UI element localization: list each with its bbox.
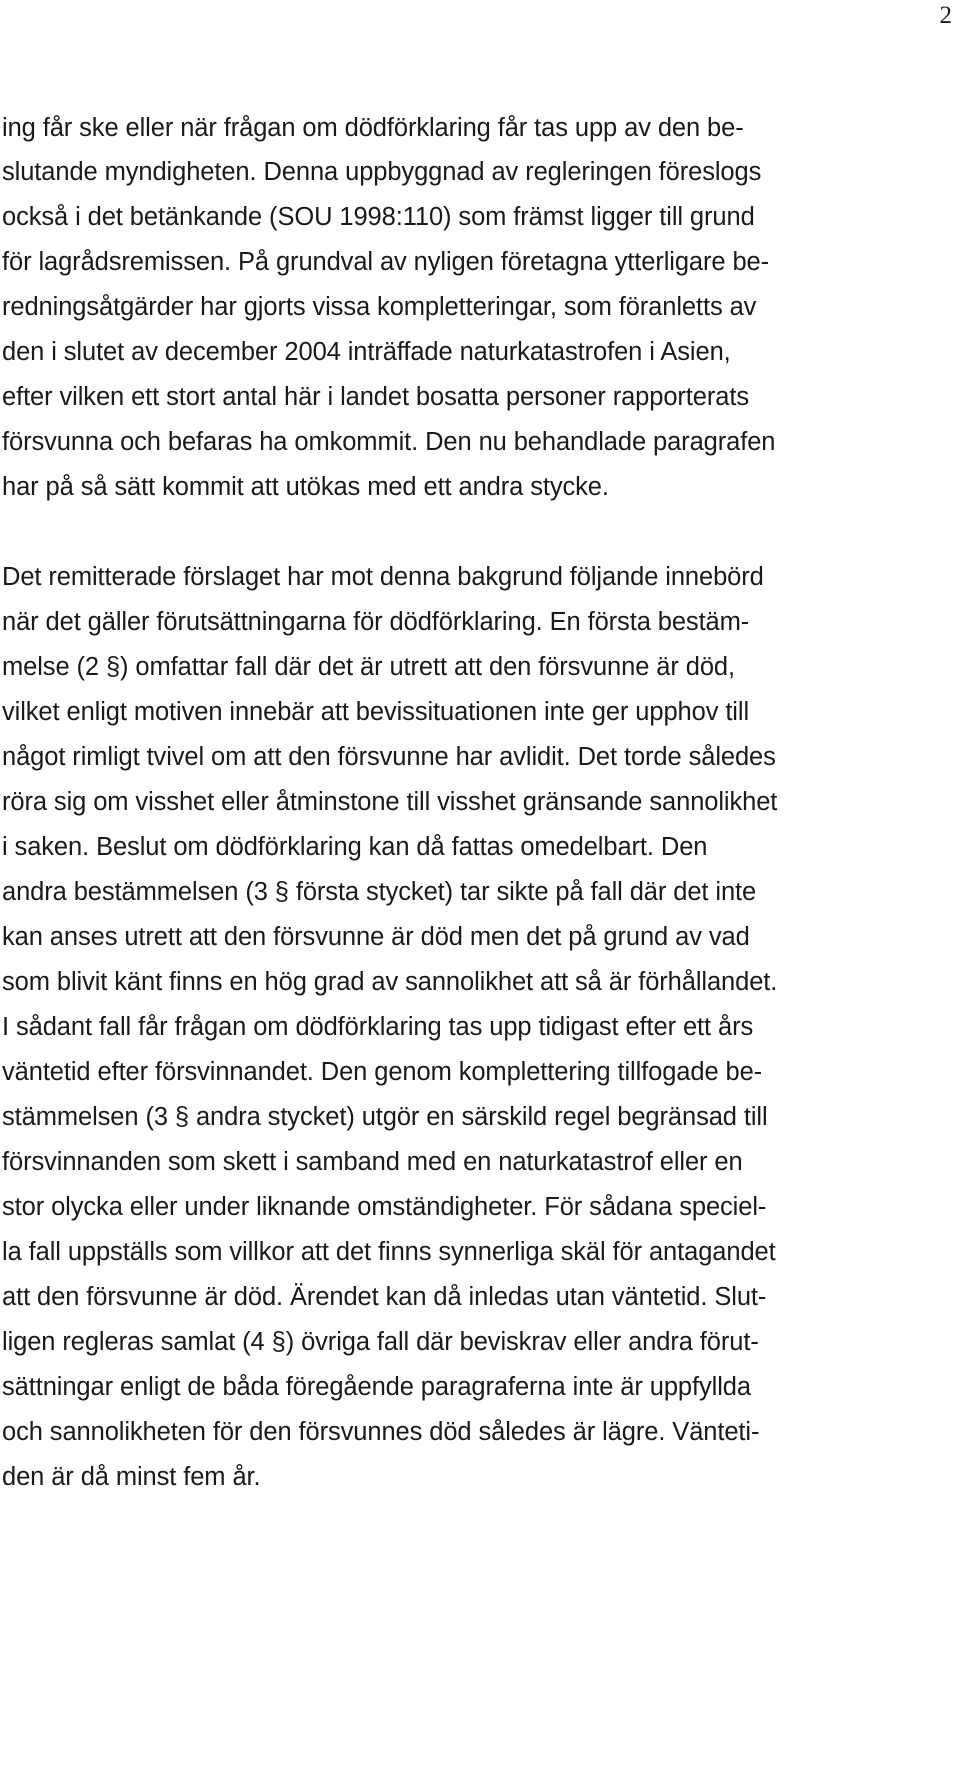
text-line: kan anses utrett att den försvunne är död men det på grund av vad	[2, 923, 750, 951]
text-line: väntetid efter försvinnandet. Den genom komplettering tillfogade be-	[2, 1058, 763, 1086]
text-line: I sådant fall får frågan om dödförklaring tas upp tidigast efter ett års	[2, 1013, 754, 1041]
text-line: röra sig om visshet eller åtminstone till visshet gränsande sannolikhet	[2, 788, 778, 816]
text-line: slutande myndigheten. Denna uppbyggnad av regleringen föreslogs	[2, 158, 762, 186]
text-line: och sannolikheten för den försvunnes död således är lägre. Vänteti-	[2, 1418, 760, 1446]
text-line: ing får ske eller när frågan om dödförklaring får tas upp av den be-	[2, 114, 744, 142]
text-line: försvunna och befaras ha omkommit. Den nu behandlade paragrafen	[2, 428, 776, 456]
text-line: försvinnanden som skett i samband med en naturkatastrof eller en	[2, 1148, 743, 1176]
text-line: melse (2 §) omfattar fall där det är utrett att den försvunne är död,	[2, 653, 735, 681]
text-line: ligen regleras samlat (4 §) övriga fall där beviskrav eller andra förut-	[2, 1328, 759, 1356]
text-line: att den försvunne är död. Ärendet kan då inledas utan väntetid. Slut-	[2, 1283, 767, 1311]
text-line: den är då minst fem år.	[2, 1463, 261, 1491]
text-line: också i det betänkande (SOU 1998:110) som främst ligger till grund	[2, 203, 755, 231]
text-line: efter vilken ett stort antal här i landet bosatta personer rapporterats	[2, 383, 749, 411]
text-line: den i slutet av december 2004 inträffade naturkatastrofen i Asien,	[2, 338, 731, 366]
text-line: Det remitterade förslaget har mot denna bakgrund följande innebörd	[2, 563, 764, 591]
text-line: andra bestämmelsen (3 § första stycket) tar sikte på fall där det inte	[2, 878, 757, 906]
text-line: när det gäller förutsättningarna för dödförklaring. En första bestäm-	[2, 608, 750, 636]
text-line: något rimligt tvivel om att den försvunne har avlidit. Det torde således	[2, 743, 776, 771]
text-line: la fall uppställs som villkor att det finns synnerliga skäl för antagandet	[2, 1238, 776, 1266]
text-line: stor olycka eller under liknande omständigheter. För sådana speciel-	[2, 1193, 767, 1221]
text-line: redningsåtgärder har gjorts vissa kompletteringar, som föranletts av	[2, 293, 757, 321]
text-line: har på så sätt kommit att utökas med ett andra stycke.	[2, 473, 609, 501]
text-line: i saken. Beslut om dödförklaring kan då fattas omedelbart. Den	[2, 833, 708, 861]
text-line: stämmelsen (3 § andra stycket) utgör en särskild regel begränsad till	[2, 1103, 768, 1131]
text-line: vilket enligt motiven innebär att bevissituationen inte ger upphov till	[2, 698, 750, 726]
text-line: för lagrådsremissen. På grundval av nyligen företagna ytterligare be-	[2, 248, 770, 276]
page-number: 2	[939, 2, 952, 29]
text-line: sättningar enligt de båda föregående paragraferna inte är uppfyllda	[2, 1373, 751, 1401]
text-line: som blivit känt finns en hög grad av sannolikhet att så är förhållandet.	[2, 968, 778, 996]
